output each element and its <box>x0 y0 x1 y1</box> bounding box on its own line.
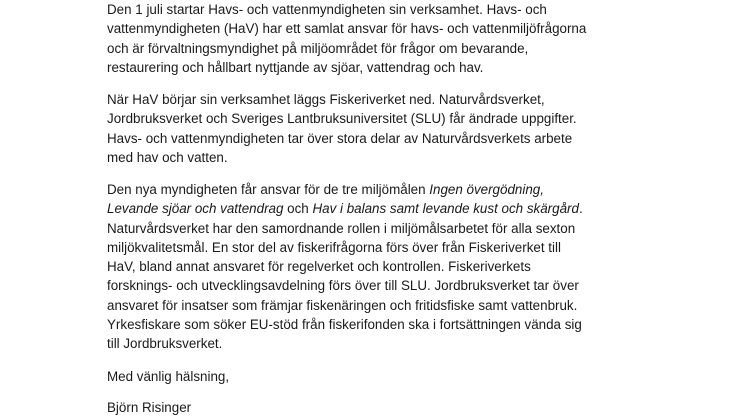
goal-name: Levande sjöar och vattendrag <box>107 201 284 217</box>
paragraph-environmental-goals <box>107 180 583 354</box>
text-line: HaV, bland annat ansvaret för regelverket och kontrollen. Fiskeriverkets <box>107 259 531 275</box>
paragraph-reorganization <box>107 90 577 167</box>
text-line: restaurering och hållbart nyttjande av sjöar, vattendrag och hav. <box>107 59 484 75</box>
text-line: Den 1 juli startar Havs- och vattenmyndigheten sin verksamhet. Havs- och <box>107 2 547 17</box>
text-line <box>107 180 583 199</box>
text-line: Naturvårdsverket har den samordnande rollen i miljömålsarbetet för alla sexton <box>107 220 576 236</box>
goal-name: Hav i balans samt levande kust och skärgård <box>312 201 579 217</box>
closing-greeting <box>107 367 229 386</box>
text-line <box>107 199 583 218</box>
text-segment: och <box>283 201 313 217</box>
text-segment: . <box>578 201 583 217</box>
text-line: Yrkesfiskare som söker EU-stöd från fiskerifonden ska i fortsättningen vända sig <box>107 317 582 333</box>
signature-name <box>107 398 191 417</box>
text-line: miljökvalitetsmål. En stor del av fiskerifrågorna förs över från Fiskeriverket till <box>107 239 561 255</box>
text-line: forsknings- och utvecklingsavdelning förs över till SLU. Jordbruksverket tar över <box>107 278 579 294</box>
text-line: Med vänlig hälsning, <box>107 369 230 384</box>
text-line: och är förvaltningsmyndighet på miljöområdet för frågor om bevarande, <box>107 40 529 56</box>
text-line: vattenmyndigheten (HaV) har ett samlat ansvar för havs- och vattenmiljöfrågorna <box>107 21 587 37</box>
text-line: ansvaret för insatser som främjar fiskenäringen och fritidsfiske samt vattenbruk. <box>107 297 578 313</box>
text-line: till Jordbruksverket. <box>107 336 223 352</box>
paragraph-intro <box>107 0 586 77</box>
text-line: med hav och vatten. <box>107 149 228 165</box>
text-line: När HaV börjar sin verksamhet läggs Fiskeriverket ned. Naturvårdsverket, <box>107 92 545 107</box>
text-line: Jordbruksverket och Sveriges Lantbruksuniversitet (SLU) får ändrade uppgifter. <box>107 111 577 127</box>
text-line: Havs- och vattenmyndigheten tar över stora delar av Naturvårdsverkets arbete <box>107 130 573 146</box>
text-segment: Den nya myndigheten får ansvar för de tre miljömålen <box>107 182 430 197</box>
text-line: Björn Risinger <box>107 400 192 415</box>
goal-name: Ingen övergödning, <box>429 182 544 197</box>
